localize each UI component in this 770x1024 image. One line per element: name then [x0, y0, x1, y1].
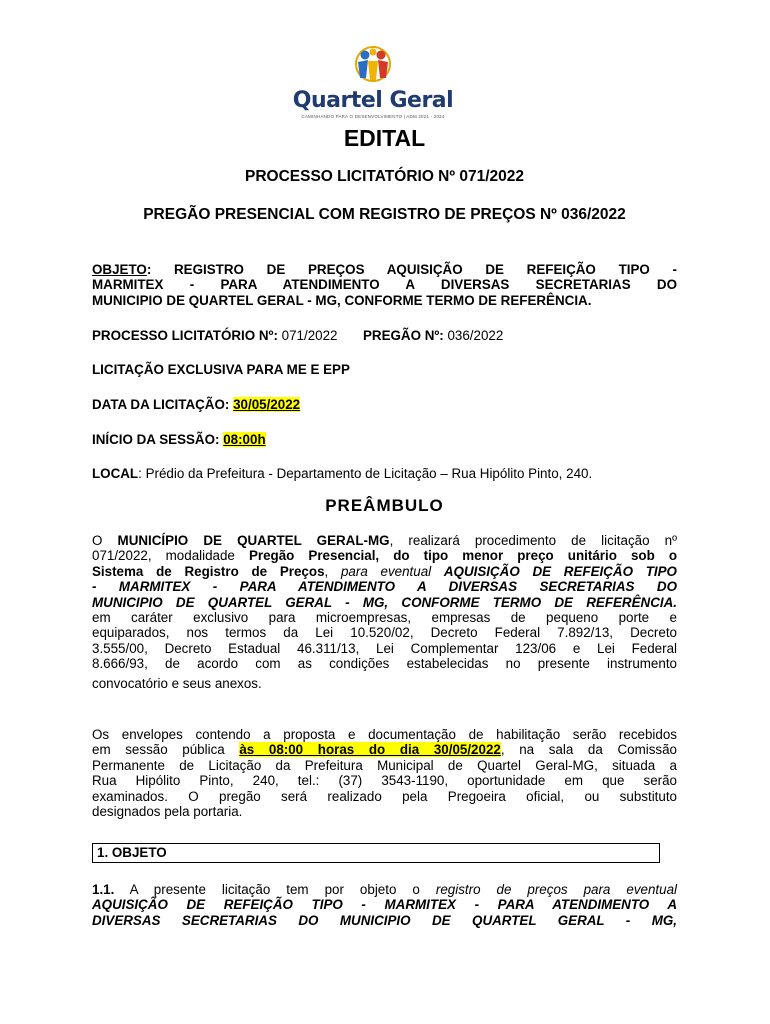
logo — [288, 44, 458, 122]
text-span: , na sala da Comissão — [500, 742, 677, 758]
text-line: Permanente de Licitação da Prefeitura Municipal de Quartel Geral-MG, situada a — [92, 757, 677, 773]
text-span: , — [324, 563, 341, 579]
objeto-line: MUNICIPIO DE QUARTEL GERAL - MG, CONFORME TERMO DE REFERÊNCIA. — [92, 292, 592, 308]
processo-label: PROCESSO LICITATÓRIO Nº: — [92, 328, 278, 343]
item-number: 1.1. — [92, 882, 115, 897]
inicio-sessao-label: INÍCIO DA SESSÃO — [92, 432, 216, 447]
municipio-name: MUNICÍPIO DE QUARTEL GERAL-MG — [117, 533, 390, 548]
pregao-label: PREGÃO Nº: — [362, 328, 444, 343]
text-line: Rua Hipólito Pinto, 240, tel.: (37) 3543-1190, oportunidade em que serão — [92, 773, 677, 789]
text-line: convocatório e seus anexos. — [92, 675, 262, 691]
objeto-label: OBJETO — [92, 262, 147, 277]
objeto-italic: AQUISIÇÃO DE REFEIÇÃO TIPO - MARMITEX - PARA ATENDIMENTO A — [92, 897, 677, 913]
text-span: A presente licitação tem por objeto o — [114, 882, 436, 897]
envelopes-paragraph — [92, 727, 677, 819]
text-line: em caráter exclusivo para microempresas, empresas de pequeno porte e — [92, 610, 677, 626]
objeto-italic: AQUISIÇÃO DE REFEIÇÃO TIPO — [443, 563, 677, 579]
document-title: EDITAL — [343, 125, 426, 151]
objeto-line: : REGISTRO DE PREÇOS AQUISIÇÃO DE REFEIÇÃO TIPO - — [146, 262, 677, 277]
sistema-text: Sistema de Registro de Preços — [92, 563, 325, 579]
text-line: Os envelopes contendo a proposta e documentação de habilitação serão recebidos — [92, 727, 677, 742]
inicio-sessao-value: 08:00h — [223, 432, 266, 447]
logo-subtitle: CAMINHANDO PARA O DESENVOLVIMENTO | ADM 2021 - 2024 — [301, 114, 445, 119]
text-span: O — [92, 533, 118, 548]
processo-heading: PROCESSO LICITATÓRIO Nº 071/2022 — [245, 168, 524, 185]
processo-line — [92, 328, 677, 343]
data-licitacao-value: 30/05/2022 — [233, 397, 301, 412]
exclusiva-line: LICITAÇÃO EXCLUSIVA PARA ME E EPP — [92, 362, 350, 377]
section-heading-objeto: 1. OBJETO — [92, 843, 660, 863]
text-span: para eventual — [340, 563, 444, 579]
text-line: designados pela portaria. — [92, 804, 243, 820]
text-line: equiparados, nos termos da Lei 10.520/02, Decreto Federal 7.892/13, Decreto — [92, 625, 677, 641]
logo-name: Quartel Geral — [292, 88, 454, 113]
text-line: 8.666/93, de acordo com as condições estabelecidas no presente instrumento — [92, 656, 677, 672]
text-span: , realizará procedimento de licitação nº — [389, 533, 678, 548]
modalidade-text: Pregão Presencial, do tipo menor preço unitário sob o — [248, 548, 678, 564]
objeto-italic: - MARMITEX - PARA ATENDIMENTO A DIVERSAS SECRETARIAS DO — [92, 579, 677, 595]
text-line: 3.555/00, Decreto Estadual 46.311/13, Lei Complementar 123/06 e Lei Federal — [92, 640, 677, 656]
local-text: : Prédio da Prefeitura - Departamento de Licitação – Rua Hipólito Pinto, 240. — [138, 466, 593, 481]
preambulo-paragraph — [92, 533, 677, 691]
text-span: registro de preços para eventual — [435, 882, 678, 897]
local-line — [92, 466, 677, 481]
preambulo-heading: PREÂMBULO — [325, 496, 444, 515]
pregao-value: 036/2022 — [443, 328, 504, 343]
separator: : — [215, 432, 224, 447]
text-line: examinados. O pregão será realizado pela Pregoeira oficial, ou substituto — [92, 788, 677, 804]
data-licitacao-line — [92, 397, 677, 412]
objeto-italic: DIVERSAS SECRETARIAS DO MUNICIPIO DE QUARTEL GERAL - MG, — [92, 912, 677, 928]
item-1-1-paragraph — [92, 882, 677, 928]
processo-value: 071/2022 — [277, 328, 338, 343]
sessao-highlight: às 08:00 horas do dia 30/05/2022 — [239, 742, 501, 758]
separator: : — [224, 397, 234, 412]
text-span: em sessão pública — [92, 742, 240, 758]
inicio-sessao-line — [92, 432, 677, 447]
logo-emblem-icon — [288, 44, 458, 90]
pregao-heading: PREGÃO PRESENCIAL COM REGISTRO DE PREÇOS Nº 036/2022 — [143, 206, 626, 223]
text-span: 071/2022, modalidade — [92, 548, 249, 564]
data-licitacao-label: DATA DA LICITAÇÃO — [92, 397, 225, 412]
objeto-paragraph — [92, 262, 677, 308]
objeto-line: MARMITEX - PARA ATENDIMENTO A DIVERSAS SECRETARIAS DO — [92, 277, 677, 293]
local-label: LOCAL — [92, 466, 139, 481]
objeto-italic: MUNICIPIO DE QUARTEL GERAL - MG, CONFORME TERMO DE REFERÊNCIA. — [92, 594, 677, 610]
